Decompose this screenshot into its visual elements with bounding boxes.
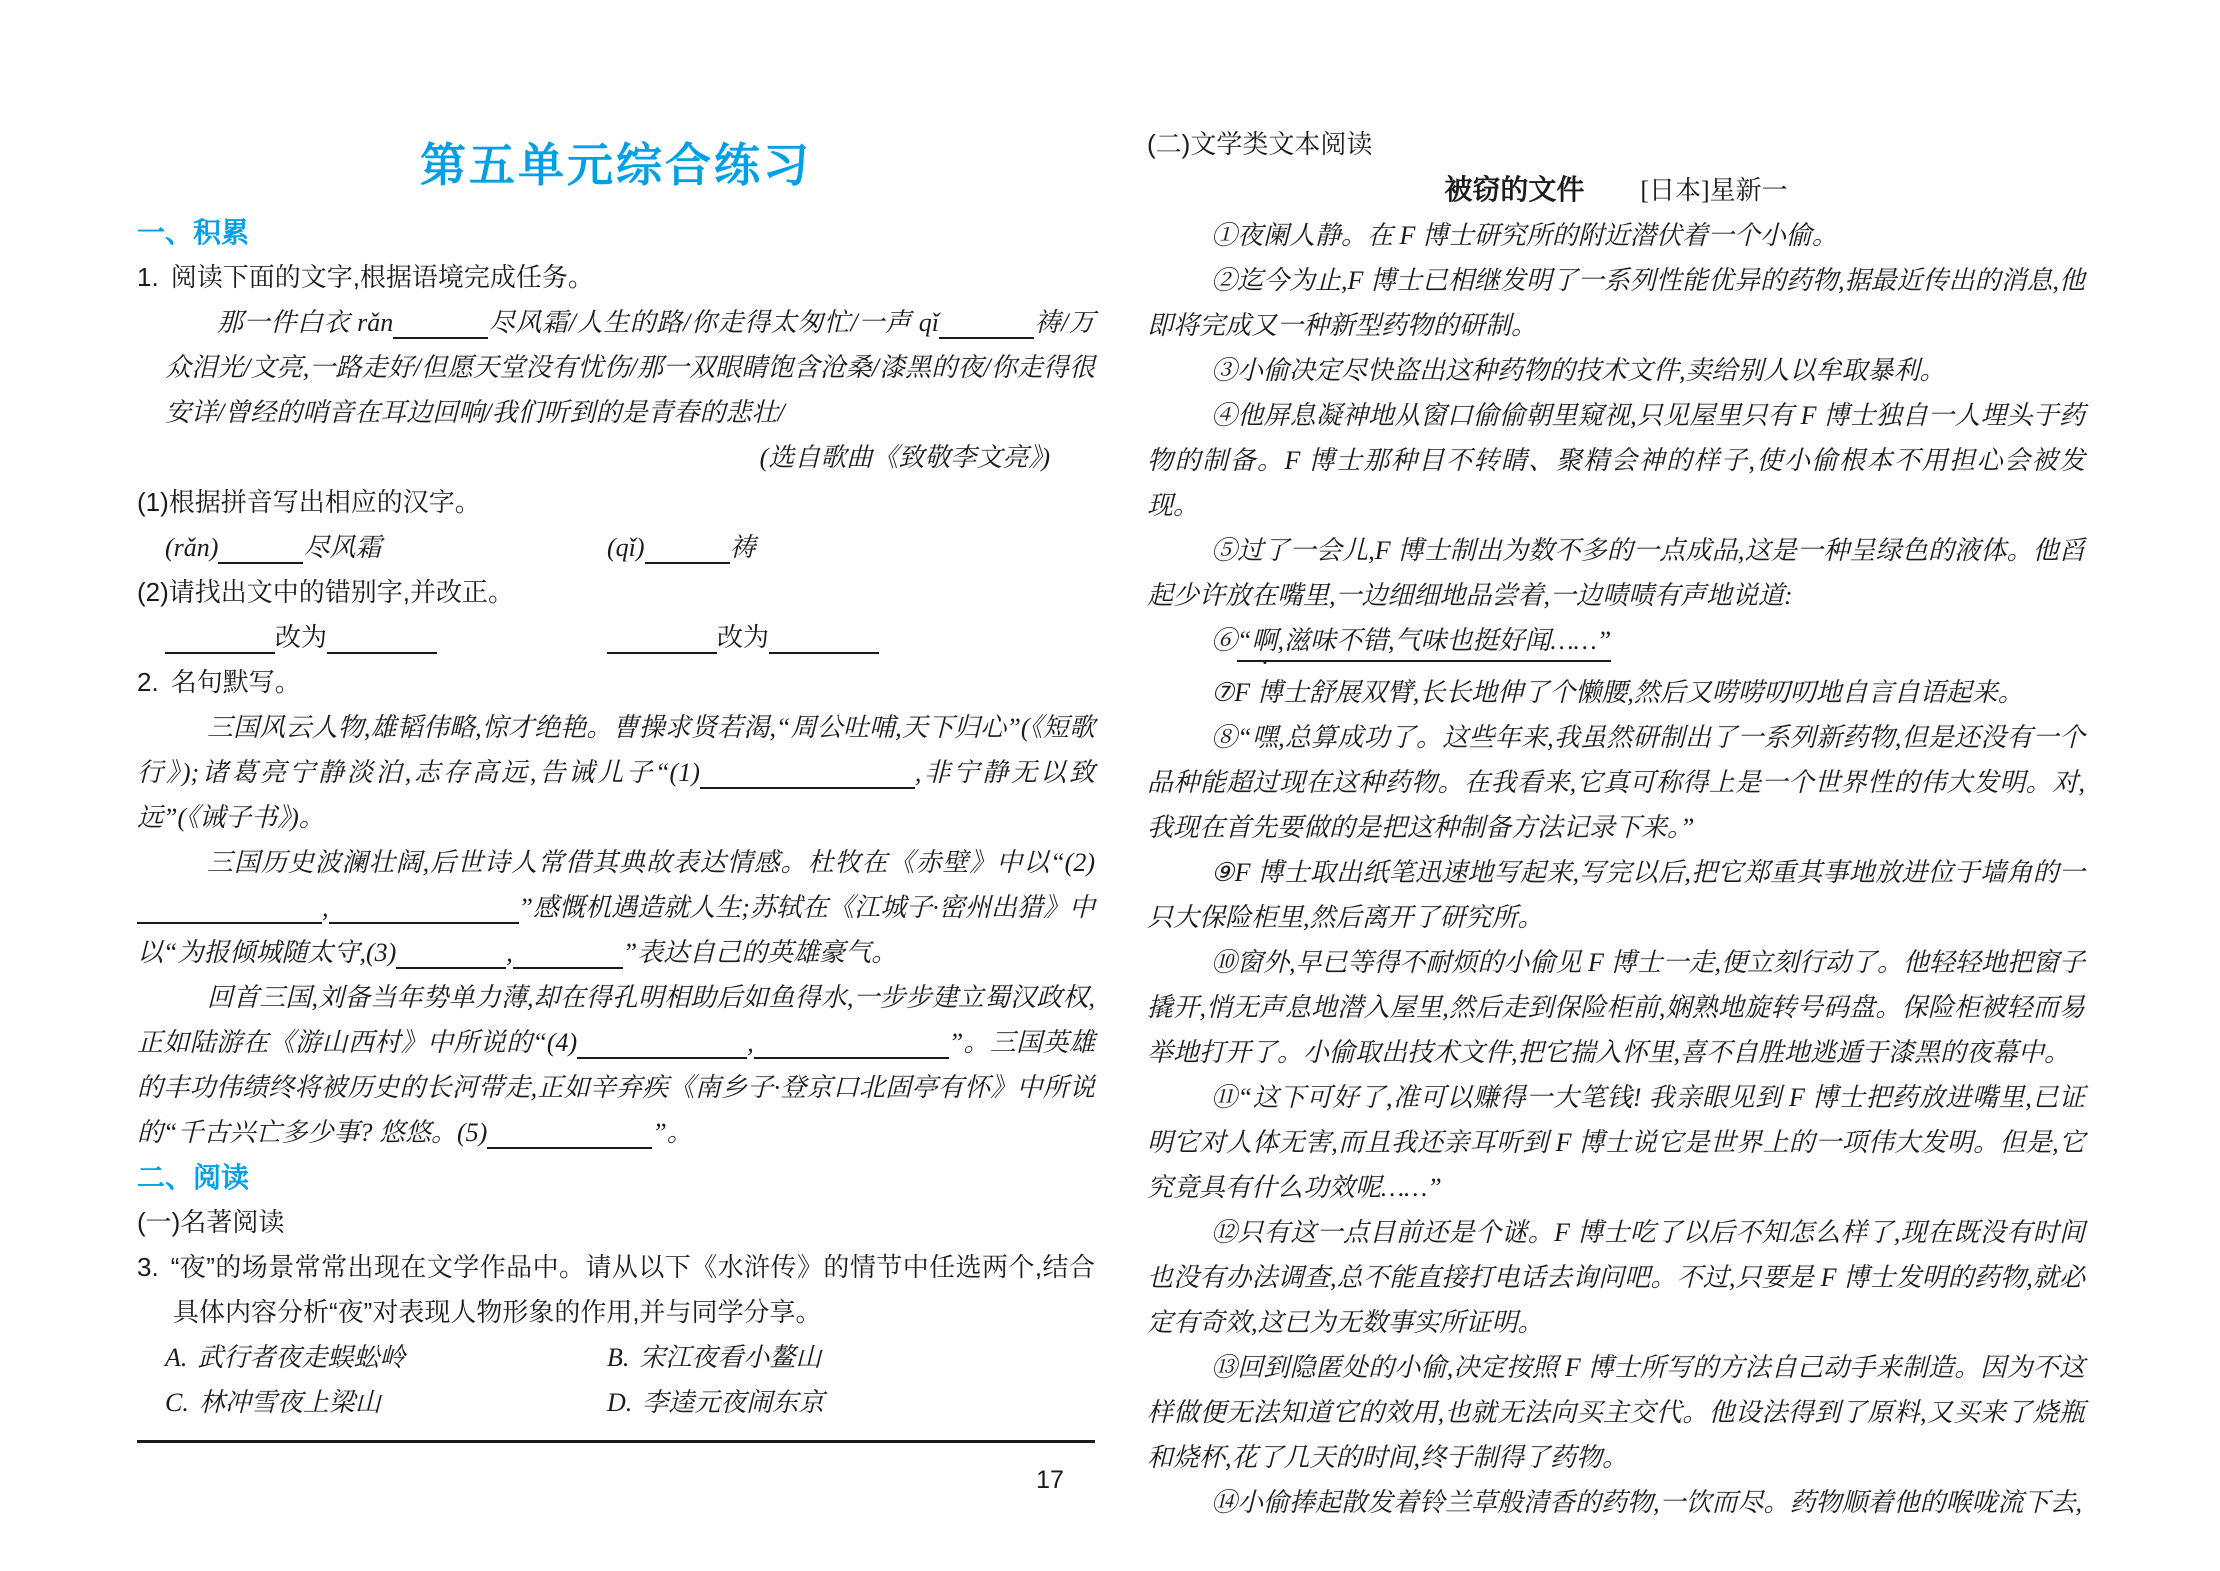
question-1-stem bbox=[137, 255, 1095, 300]
dictation-1-text-b: ,非宁静无以致远”(《诫子书》)。 bbox=[137, 758, 1095, 832]
subsection-heading-famous-works: (一)名著阅读 bbox=[137, 1207, 285, 1237]
option-b-label: B. bbox=[607, 1343, 630, 1372]
answer-blank bbox=[165, 622, 275, 654]
quote-open: “ bbox=[1237, 626, 1252, 655]
story-header bbox=[1147, 167, 2085, 213]
dictation-3-text-a: 回首三国,刘备当年势单力薄,却在得孔明相助后如鱼得水,一步步建立蜀汉政权,正如陆游在《游山西村》中所说的“(4) bbox=[137, 983, 1095, 1057]
option-row-2 bbox=[137, 1380, 1095, 1425]
pinyin-ran-suffix: 尽风霜 bbox=[303, 533, 382, 562]
answer-blank bbox=[396, 937, 506, 969]
section-heading-accumulate: 一、积累 bbox=[137, 217, 250, 248]
answer-blank bbox=[700, 757, 915, 789]
answer-blank bbox=[218, 532, 303, 564]
story-paragraph-2: ②迄今为止,F 博士已相继发明了一系列性能优异的药物,据最近传出的消息,他即将完成又一种新型药物的研制。 bbox=[1147, 266, 2085, 340]
answer-blank bbox=[513, 937, 623, 969]
dictation-3-text-b: , bbox=[747, 1028, 754, 1057]
dictation-2-text-e: ”表达自己的英雄豪气。 bbox=[622, 938, 898, 967]
question-2-stem-text: 名句默写。 bbox=[170, 667, 301, 697]
option-c-label: C. bbox=[165, 1388, 189, 1417]
option-c-text: 林冲雪夜上梁山 bbox=[198, 1388, 381, 1417]
page-number: 17 bbox=[1036, 1466, 1064, 1494]
pinyin-item-ran bbox=[165, 525, 607, 570]
option-d-label: D. bbox=[607, 1388, 633, 1417]
option-row-1 bbox=[137, 1335, 1095, 1380]
option-a bbox=[165, 1335, 607, 1380]
change-word-2: 改为 bbox=[717, 622, 770, 652]
answer-blank bbox=[327, 622, 437, 654]
correction-pair-2 bbox=[607, 622, 879, 652]
story-paragraph-13: ⑬回到隐匿处的小偷,决定按照 F 博士所写的方法自己动手来制造。因为不这样做便无法知道它的效用,也就无法向买主交代。他设法得到了原料,又买来了烧瓶和烧杯,花了几天的时间,终于制得了药物。 bbox=[1147, 1353, 2085, 1472]
song-part-3: 祷/万众泪光/文亮,一路走好/但愿天堂没有忧伤/那一双眼睛饱含沧桑/漆黑的夜/你走得很安详/曾经的哨音在耳边回响/我们听到的是青春的悲壮/ bbox=[165, 308, 1095, 427]
dictation-paragraph-2 bbox=[137, 840, 1095, 975]
story-paragraph-7: ⑦F 博士舒展双臂,长长地伸了个懒腰,然后又唠唠叨叨地自言自语起来。 bbox=[1211, 678, 2024, 707]
sub-question-2-number: (2) bbox=[137, 577, 169, 607]
section-heading-reading: 二、阅读 bbox=[137, 1162, 250, 1193]
dictation-paragraph-3 bbox=[137, 975, 1095, 1155]
correction-blanks-row bbox=[137, 615, 1095, 660]
option-a-text: 武行者夜走蜈蚣岭 bbox=[197, 1343, 406, 1372]
answer-blank bbox=[645, 532, 730, 564]
option-a-label: A. bbox=[165, 1343, 188, 1372]
story-paragraph-4: ④他屏息凝神地从窗口偷偷朝里窥视,只见屋里只有 F 博士独自一人埋头于药物的制备。F 博士那种目不转睛、聚精会神的样子,使小偷根本不用担心会被发现。 bbox=[1147, 401, 2085, 520]
song-passage bbox=[165, 300, 1095, 435]
story-paragraph-12: ⑫只有这一点目前还是个谜。F 博士吃了以后不知怎么样了,现在既没有时间也没有办法调查,总不能直接打电话去询问吧。不过,只要是 F 博士发明的药物,就必定有奇效,这已为无数事实所证明。 bbox=[1147, 1218, 2085, 1337]
question-1-stem-text: 阅读下面的文字,根据语境完成任务。 bbox=[170, 262, 594, 292]
pinyin-items-row bbox=[137, 525, 1095, 570]
story-paragraph-8: ⑧“嘿,总算成功了。这些年来,我虽然研制出了一系列新药物,但是还没有一个品种能超过现在这种药物。在我看来,它真可称得上是一个世界性的伟大发明。对,我现在首先要做的是把这种制备方法记录下来。” bbox=[1147, 723, 2085, 842]
song-part-2: 尽风霜/人生的路/你走得太匆忙/一声 qǐ bbox=[488, 308, 939, 337]
underlined-sentence bbox=[1237, 626, 1611, 662]
sub-question-1-stem-text: 根据拼音写出相应的汉字。 bbox=[168, 487, 481, 517]
song-part-1: 那一件白衣 rǎn bbox=[217, 308, 394, 337]
answer-blank bbox=[487, 1117, 652, 1149]
story-paragraph-14: ⑭小偷捧起散发着铃兰草般清香的药物,一饮而尽。药物顺着他的喉咙流下去, bbox=[1211, 1488, 2083, 1517]
answer-blank bbox=[769, 622, 879, 654]
option-b-text: 宋江夜看小鳌山 bbox=[639, 1343, 822, 1372]
dictation-1-text-a: 三国风云人物,雄韬伟略,惊才绝艳。曹操求贤若渴,“周公吐哺,天下归心”(《短歌行》);诸葛亮宁静淡泊,志存高远,告诫儿子“(1) bbox=[137, 713, 1095, 787]
question-3-stem bbox=[137, 1245, 1095, 1335]
correction-pair-1 bbox=[165, 615, 607, 660]
page-title: 第五单元综合练习 bbox=[420, 139, 812, 191]
left-column bbox=[137, 134, 1095, 1425]
dictation-2-text-b: , bbox=[322, 893, 329, 922]
story-paragraph-1: ①夜阑人静。在 F 博士研究所的附近潜伏着一个小偷。 bbox=[1211, 221, 1838, 250]
question-2-stem bbox=[137, 660, 1095, 705]
option-c bbox=[165, 1380, 607, 1425]
story-title: 被窃的文件 bbox=[1444, 174, 1585, 205]
pinyin-qi-label: (qǐ) bbox=[607, 533, 645, 562]
answer-blank bbox=[939, 307, 1034, 339]
question-3-number: 3. bbox=[137, 1252, 159, 1282]
right-column bbox=[1147, 122, 2085, 1525]
pinyin-ran-label: (rǎn) bbox=[165, 533, 219, 562]
pinyin-qi-suffix: 祷 bbox=[729, 533, 756, 562]
story-paragraph-10: ⑩窗外,早已等得不耐烦的小偷见 F 博士一走,便立刻行动了。他轻轻地把窗子撬开,悄无声息地潜入屋里,然后走到保险柜前,娴熟地旋转号码盘。保险柜被轻而易举地打开了。小偷取出技术文件,把它揣入怀里,喜不自胜地逃遁于漆黑的夜幕中。 bbox=[1147, 948, 2085, 1067]
pinyin-item-qi bbox=[607, 533, 756, 562]
question-3-stem-text: “夜”的场景常常出现在文学作品中。请从以下《水浒传》的情节中任选两个,结合具体内容分析“夜”对表现人物形象的作用,并与同学分享。 bbox=[170, 1252, 1095, 1327]
paragraph-6-number: ⑥ bbox=[1211, 626, 1238, 655]
answer-blank bbox=[393, 307, 488, 339]
quote-rest: ,滋味不错,气味也挺好闻……” bbox=[1277, 626, 1612, 655]
story-paragraph-5: ⑤过了一会儿,F 博士制出为数不多的一点成品,这是一种呈绿色的液体。他舀起少许放在嘴里,一边细细地品尝着,一边啧啧有声地说道: bbox=[1147, 536, 2085, 610]
answer-blank bbox=[607, 622, 717, 654]
story-paragraph-9: ⑨F 博士取出纸笔迅速地写起来,写完以后,把它郑重其事地放进位于墙角的一只大保险柜里,然后离开了研究所。 bbox=[1147, 858, 2085, 932]
option-d bbox=[607, 1388, 824, 1417]
question-1-number: 1. bbox=[137, 262, 159, 292]
song-source: (选自歌曲《致敬李文亮》) bbox=[759, 443, 1050, 472]
story-author: [日本]星新一 bbox=[1640, 176, 1788, 205]
divider-line bbox=[137, 1440, 1095, 1443]
option-b bbox=[607, 1343, 821, 1372]
dictation-3-text-c: ”。三国英雄的丰功伟绩终将被历史的长河带走,正如辛弃疾《南乡子·登京口北固亭有怀》中所说的“千古兴亡多少事? 悠悠。(5) bbox=[137, 1028, 1095, 1147]
answer-blank bbox=[329, 892, 519, 924]
dictation-2-text-a: 三国历史波澜壮阔,后世诗人常借其典故表达情感。杜牧在《赤壁》中以“(2) bbox=[207, 848, 1095, 877]
story-paragraph-11: ⑪“这下可好了,准可以赚得一大笔钱! 我亲眼见到 F 博士把药放进嘴里,已证明它对人体无害,而且我还亲耳听到 F 博士说它是世界上的一项伟大发明。但是,它究竟具有什么功效呢……” bbox=[1147, 1083, 2085, 1202]
section-heading-literary: (二)文学类文本阅读 bbox=[1147, 129, 1373, 159]
question-2-number: 2. bbox=[137, 667, 159, 697]
sub-question-2-stem bbox=[137, 570, 1095, 615]
option-d-text: 李逵元夜闹东京 bbox=[642, 1388, 825, 1417]
sub-question-1-stem bbox=[137, 480, 1095, 525]
change-word-1: 改为 bbox=[275, 622, 328, 652]
answer-blank bbox=[754, 1027, 949, 1059]
dictation-paragraph-1 bbox=[137, 705, 1095, 840]
emphasis-dot-char: 啊 bbox=[1251, 626, 1278, 655]
dictation-2-text-d: , bbox=[506, 938, 513, 967]
story-paragraph-6 bbox=[1147, 618, 2085, 670]
sub-question-1-number: (1) bbox=[137, 487, 169, 517]
answer-blank bbox=[577, 1027, 747, 1059]
answer-blank bbox=[137, 892, 322, 924]
story-paragraph-3: ③小偷决定尽快盗出这种药物的技术文件,卖给别人以牟取暴利。 bbox=[1211, 356, 1946, 385]
dictation-2-text-c: ”感慨机遇造就人生;苏轼在《江城子·密州出猎》中以“为报倾城随太守,(3) bbox=[137, 893, 1095, 967]
dictation-3-text-d: ”。 bbox=[652, 1118, 693, 1147]
sub-question-2-stem-text: 请找出文中的错别字,并改正。 bbox=[168, 577, 515, 607]
